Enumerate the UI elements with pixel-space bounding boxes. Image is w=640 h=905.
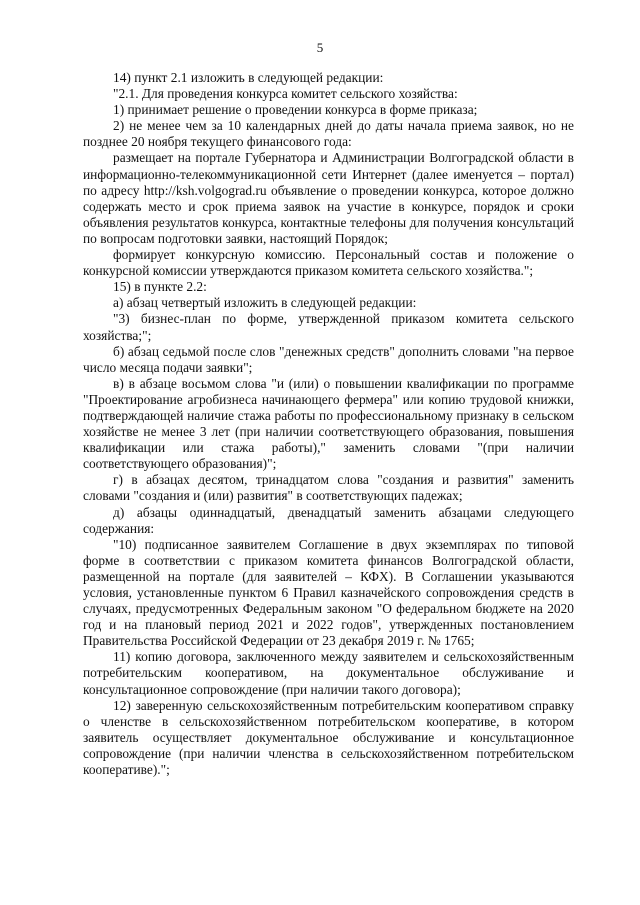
paragraph: 15) в пункте 2.2: — [113, 279, 207, 295]
paragraph: "2.1. Для проведения конкурса комитет сельского хозяйства: — [113, 86, 458, 102]
paragraph: г) в абзацах десятом, тринадцатом слова "создания и развития" заменить словами "создания и (или) развития" в соответствующих падежах; — [83, 472, 574, 504]
paragraph: а) абзац четвертый изложить в следующей редакции: — [113, 295, 417, 311]
paragraph: 1) принимает решение о проведении конкурса в форме приказа; — [113, 102, 478, 118]
paragraph: 2) не менее чем за 10 календарных дней до даты начала приема заявок, но не позднее 20 ноября текущего финансового года: — [83, 118, 574, 150]
paragraph: 12) заверенную сельскохозяйственным потребительским кооперативом справку о членстве в сельскохозяйственном потребительском кооперативе, в котором заявитель осуществляет документальное обслуживание и консультационное сопровождение (при наличии членства в сельскохозяйственном потребительском кооперативе)."; — [83, 697, 574, 778]
paragraph: формирует конкурсную комиссию. Персональный состав и положение о конкурсной комиссии утверждаются приказом комитета сельского хозяйства."; — [83, 247, 574, 279]
paragraph: 14) пункт 2.1 изложить в следующей редакции: — [113, 70, 384, 85]
document-body — [83, 70, 574, 778]
paragraph: 11) копию договора, заключенного между заявителем и сельскохозяйственным потребительским кооперативом, на документальное обслуживание и консультационное сопровождение (при наличии такого договора); — [83, 649, 574, 697]
paragraph: б) абзац седьмой после слов "денежных средств" дополнить словами "на первое число месяца подачи заявки"; — [83, 343, 574, 375]
paragraph: в) в абзаце восьмом слова "и (или) о повышении квалификации по программе "Проектирование агробизнеса начинающего фермера" или копию трудовой книжки, подтверждающей наличие стажа работы по профессиональному признаку в сельском хозяйстве не менее 3 лет (при наличии соответствующего образования, повышения квалификации или стажа работы)," заменить словами "(при наличии соответствующего образования)"; — [83, 375, 574, 472]
paragraph: размещает на портале Губернатора и Администрации Волгоградской области в информационно-телекоммуникационной сети Интернет (далее именуется – портал) по адресу http://ksh.volgograd.ru объявление о проведении конкурса, которое должно содержать место и срок приема заявок на участие в конкурсе, порядок и сроки объявления результатов конкурса, контактные телефоны для получения консультаций по вопросам подготовки заявки, настоящий Порядок; — [83, 150, 574, 246]
paragraph: "3) бизнес-план по форме, утвержденной приказом комитета сельского хозяйства;"; — [83, 311, 574, 343]
paragraph: "10) подписанное заявителем Соглашение в двух экземплярах по типовой форме в соответствии с приказом комитета финансов Волгоградской области, размещенной на портале (для заявителей – КФХ). В Соглашении указываются условия, установленные пунктом 6 Правил казначейского сопровождения средств в случаях, предусмотренных Федеральным законом "О федеральном бюджете на 2020 год и на плановый период 2021 и 2022 годов", утвержденных постановлением Правительства Российской Федерации от 23 декабря 2019 г. № 1765; — [83, 536, 574, 649]
page-number: 5 — [316, 40, 324, 55]
paragraph: д) абзацы одиннадцатый, двенадцатый заменить абзацами следующего содержания: — [83, 504, 574, 536]
